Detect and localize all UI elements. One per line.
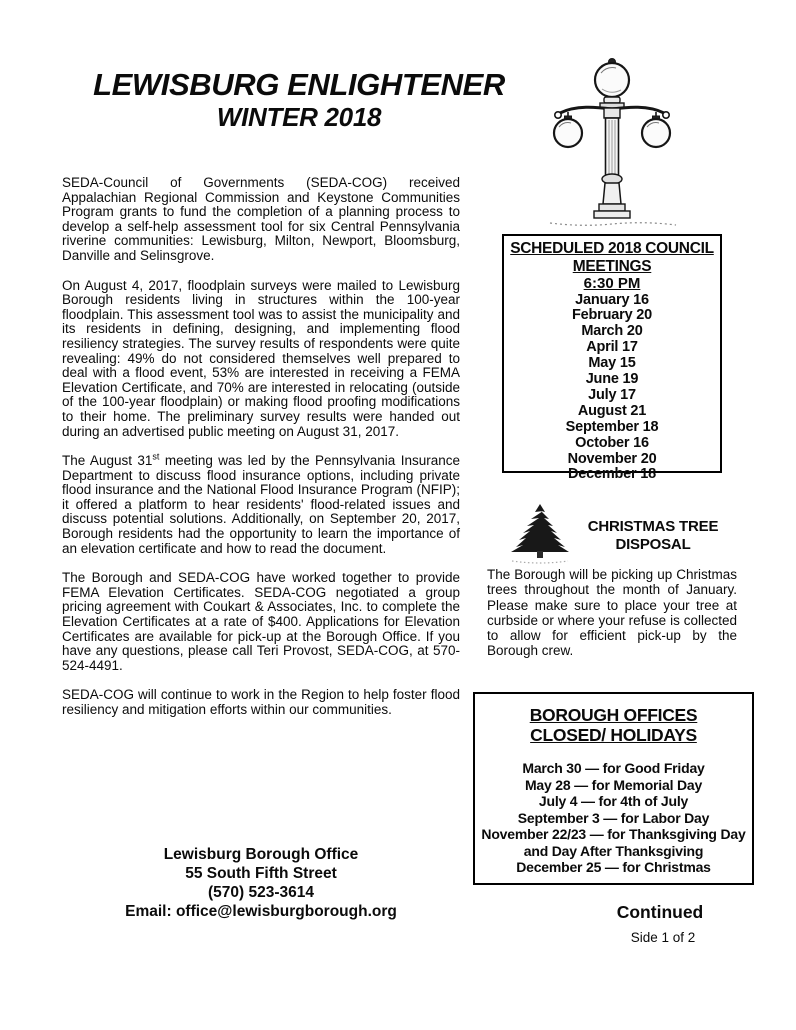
paragraph-3-text: The August 31	[62, 453, 153, 469]
contact-block	[62, 845, 460, 921]
holiday-item: May 28 — for Memorial Day	[524, 776, 703, 793]
meeting-date: January 16	[575, 291, 649, 308]
lamppost-illustration	[542, 56, 682, 233]
masthead	[58, 68, 540, 132]
holiday-box-heading-line2: CLOSED/ HOLIDAYS	[530, 725, 697, 745]
article-paragraph-2: On August 4, 2017, floodplain surveys were mailed to Lewisburg Borough residents living in structures within the 100-year floodplain. This assessment tool was to assist the municipality and its residents in defining, designing, and implementing flood resiliency strategies. The survey results of respondents were quite revealing: 49% do not considered themselves well prepared to deal with a flood event, 53% are interested in receiving a FEMA Elevation Certificate, and 70% are interested in relocating (outside of the 100-year floodplain) or making flood proofing modifications to their home. The preliminary survey results were handed out during an advertised public meeting on August 31, 2017.	[62, 277, 460, 439]
meeting-date: March 20	[581, 323, 643, 340]
article-paragraph-5: SEDA-COG will continue to work in the Region to help foster flood resiliency and mitigation efforts within our communities.	[62, 687, 460, 717]
holiday-item: September 3 — for Labor Day	[517, 809, 710, 826]
tree-disposal-text: The Borough will be picking up Christmas trees throughout the month of January. Please make sure to place your tree at curbside or where your refuse is collected to allow for efficient pick-up by the Borough crew.	[487, 567, 737, 659]
contact-email: Email: office@lewisburgborough.org	[125, 903, 397, 920]
holiday-list	[475, 760, 752, 876]
meeting-date: July 17	[588, 386, 636, 403]
meeting-date: November 20	[567, 450, 657, 467]
newsletter-subtitle: WINTER 2018	[216, 102, 382, 132]
holiday-item: March 30 — for Good Friday	[522, 760, 705, 776]
holiday-item: November 22/23 — for Thanksgiving Day and Day After Thanksgiving	[481, 826, 746, 859]
pine-tree-icon	[506, 501, 574, 565]
continued-label: Continued	[616, 902, 704, 922]
council-meeting-time: 6:30 PM	[583, 275, 641, 292]
meeting-date: May 15	[588, 355, 636, 372]
holiday-item: December 25 — for Christmas	[516, 859, 711, 875]
contact-phone: (570) 523-3614	[208, 884, 314, 901]
lamppost-icon	[542, 56, 682, 228]
article-paragraph-1: SEDA-Council of Governments (SEDA-COG) received Appalachian Regional Commission and Keystone Communities Program grants to fund the completion of a planning process to develop a self-help assessment tool for six Central Pennsylvania riverine communities: Lewisburg, Milton, Newport, Bloomsburg, Danville and Selinsgrove.	[62, 175, 460, 263]
meeting-date: September 18	[565, 418, 659, 435]
tree-heading-line2: DISPOSAL	[615, 535, 691, 553]
contact-office-name: Lewisburg Borough Office	[163, 846, 359, 863]
article-column	[62, 176, 460, 733]
tree-disposal-heading	[578, 518, 728, 553]
meeting-date: February 20	[571, 307, 652, 324]
meeting-date: June 19	[585, 371, 639, 388]
newsletter-title: LEWISBURG ENLIGHTENER	[93, 67, 505, 102]
council-meetings-box	[502, 234, 722, 483]
holiday-item: July 4 — for 4th of July	[538, 793, 689, 809]
council-box-heading-line2: MEETINGS	[572, 257, 652, 275]
meeting-date: August 21	[577, 402, 647, 419]
contact-street: 55 South Fifth Street	[185, 865, 337, 882]
meeting-date: April 17	[586, 339, 638, 356]
page-side-label: Side 1 of 2	[630, 930, 696, 945]
ordinal-superscript: st	[152, 451, 160, 462]
christmas-tree-illustration	[506, 501, 574, 570]
article-paragraph-4: The Borough and SEDA-COG have worked together to provide FEMA Elevation Certificates. SEDA-COG negotiated a group pricing agreement with Coukart & Associates, Inc. to complete the Elevation Certificates at a rate of $400. Applications for Elevation Certificates are available for pick-up at the Borough Office. If you have any questions, please call Teri Provost, SEDA-COG, at 570-524-4491.	[62, 570, 460, 673]
holiday-closures-box	[473, 692, 754, 885]
meeting-date: December 18	[567, 466, 657, 483]
holiday-box-heading-line1: BOROUGH OFFICES	[529, 705, 698, 725]
meeting-date: October 16	[575, 434, 649, 451]
paragraph-3-text-cont: meeting was led by the Pennsylvania Insurance Department to discuss flood insurance options, including private flood insurance and the National Flood Insurance Program (NFIP); it offered a platform to hear residents' flood-related issues and discuss potential solutions. Additionally, on September 20, 2017, Borough residents had the opportunity to learn the importance of an elevation certificate and how to read the document.	[62, 453, 460, 556]
article-paragraph-3	[62, 451, 460, 556]
tree-heading-line1: CHRISTMAS TREE	[587, 518, 719, 535]
council-box-heading-line1: SCHEDULED 2018 COUNCIL	[510, 240, 714, 257]
